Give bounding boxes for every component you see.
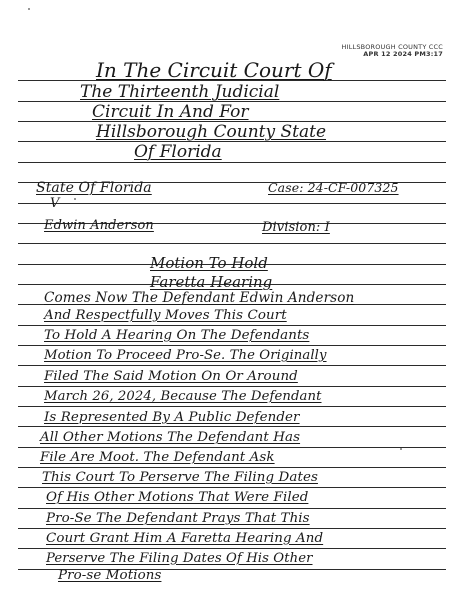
clerk-filing-stamp — [341, 44, 443, 58]
motion-body-line: This Court To Perserve The Filing Dates — [42, 470, 318, 485]
ruled-line — [18, 528, 446, 529]
court-heading-line-4: Hillsborough County State — [96, 122, 327, 142]
ruled-line — [18, 365, 446, 366]
ruled-line — [18, 243, 446, 244]
motion-body-line: And Respectfully Moves This Court — [44, 308, 287, 323]
motion-body-line: Pro-se Motions — [58, 568, 162, 583]
ruled-line — [18, 345, 446, 346]
motion-body-line: Is Represented By A Public Defender — [44, 410, 300, 425]
ruled-line — [18, 325, 446, 326]
motion-body-line: All Other Motions The Defendant Has — [40, 430, 301, 445]
stamp-date: APR 12 2024 PM3:17 — [363, 50, 443, 58]
motion-body-line: File Are Moot. The Defendant Ask — [40, 450, 275, 465]
ruled-line — [18, 487, 446, 488]
motion-body-line: Court Grant Him A Faretta Hearing And — [46, 531, 324, 546]
plaintiff-name: State Of Florida — [36, 180, 152, 196]
motion-body-line: Filed The Said Motion On Or Around — [44, 369, 298, 384]
stamp-county: HILLSBOROUGH COUNTY CCC — [341, 43, 443, 51]
court-heading-line-1: In The Circuit Court Of — [96, 58, 332, 82]
ruled-line — [18, 203, 446, 204]
motion-body-line: Pro-Se The Defendant Prays That This — [46, 511, 310, 526]
motion-body-line: Comes Now The Defendant Edwin Anderson — [44, 290, 355, 306]
court-heading-line-2: The Thirteenth Judicial — [80, 82, 280, 102]
motion-body-line: Perserve The Filing Dates Of His Other — [46, 551, 313, 566]
defendant-name: Edwin Anderson — [44, 218, 154, 233]
ruled-line — [18, 406, 446, 407]
ruled-line — [18, 426, 446, 427]
motion-body-line: Of His Other Motions That Were Filed — [46, 490, 309, 505]
scan-speck — [28, 8, 30, 10]
ruled-line — [18, 386, 446, 387]
scan-speck — [400, 448, 402, 450]
versus-mark: V — [50, 196, 60, 211]
ruled-line — [18, 508, 446, 509]
ruled-line — [18, 548, 446, 549]
ruled-line — [18, 162, 446, 163]
ruled-line — [18, 467, 446, 468]
motion-title-line-2: Faretta Hearing — [150, 273, 273, 291]
motion-body-line: Motion To Proceed Pro-Se. The Originally — [44, 348, 327, 363]
court-heading-line-3: Circuit In And For — [92, 102, 249, 122]
motion-body-line: To Hold A Hearing On The Defendants — [44, 328, 310, 343]
ruled-line — [18, 447, 446, 448]
court-heading-line-5: Of Florida — [134, 142, 222, 162]
division-label: Division: I — [262, 220, 330, 235]
motion-body-line: March 26, 2024, Because The Defendant — [44, 389, 322, 404]
motion-title-line-1: Motion To Hold — [150, 254, 268, 272]
scan-speck — [74, 198, 76, 200]
case-number: Case: 24-CF-007325 — [268, 180, 399, 195]
